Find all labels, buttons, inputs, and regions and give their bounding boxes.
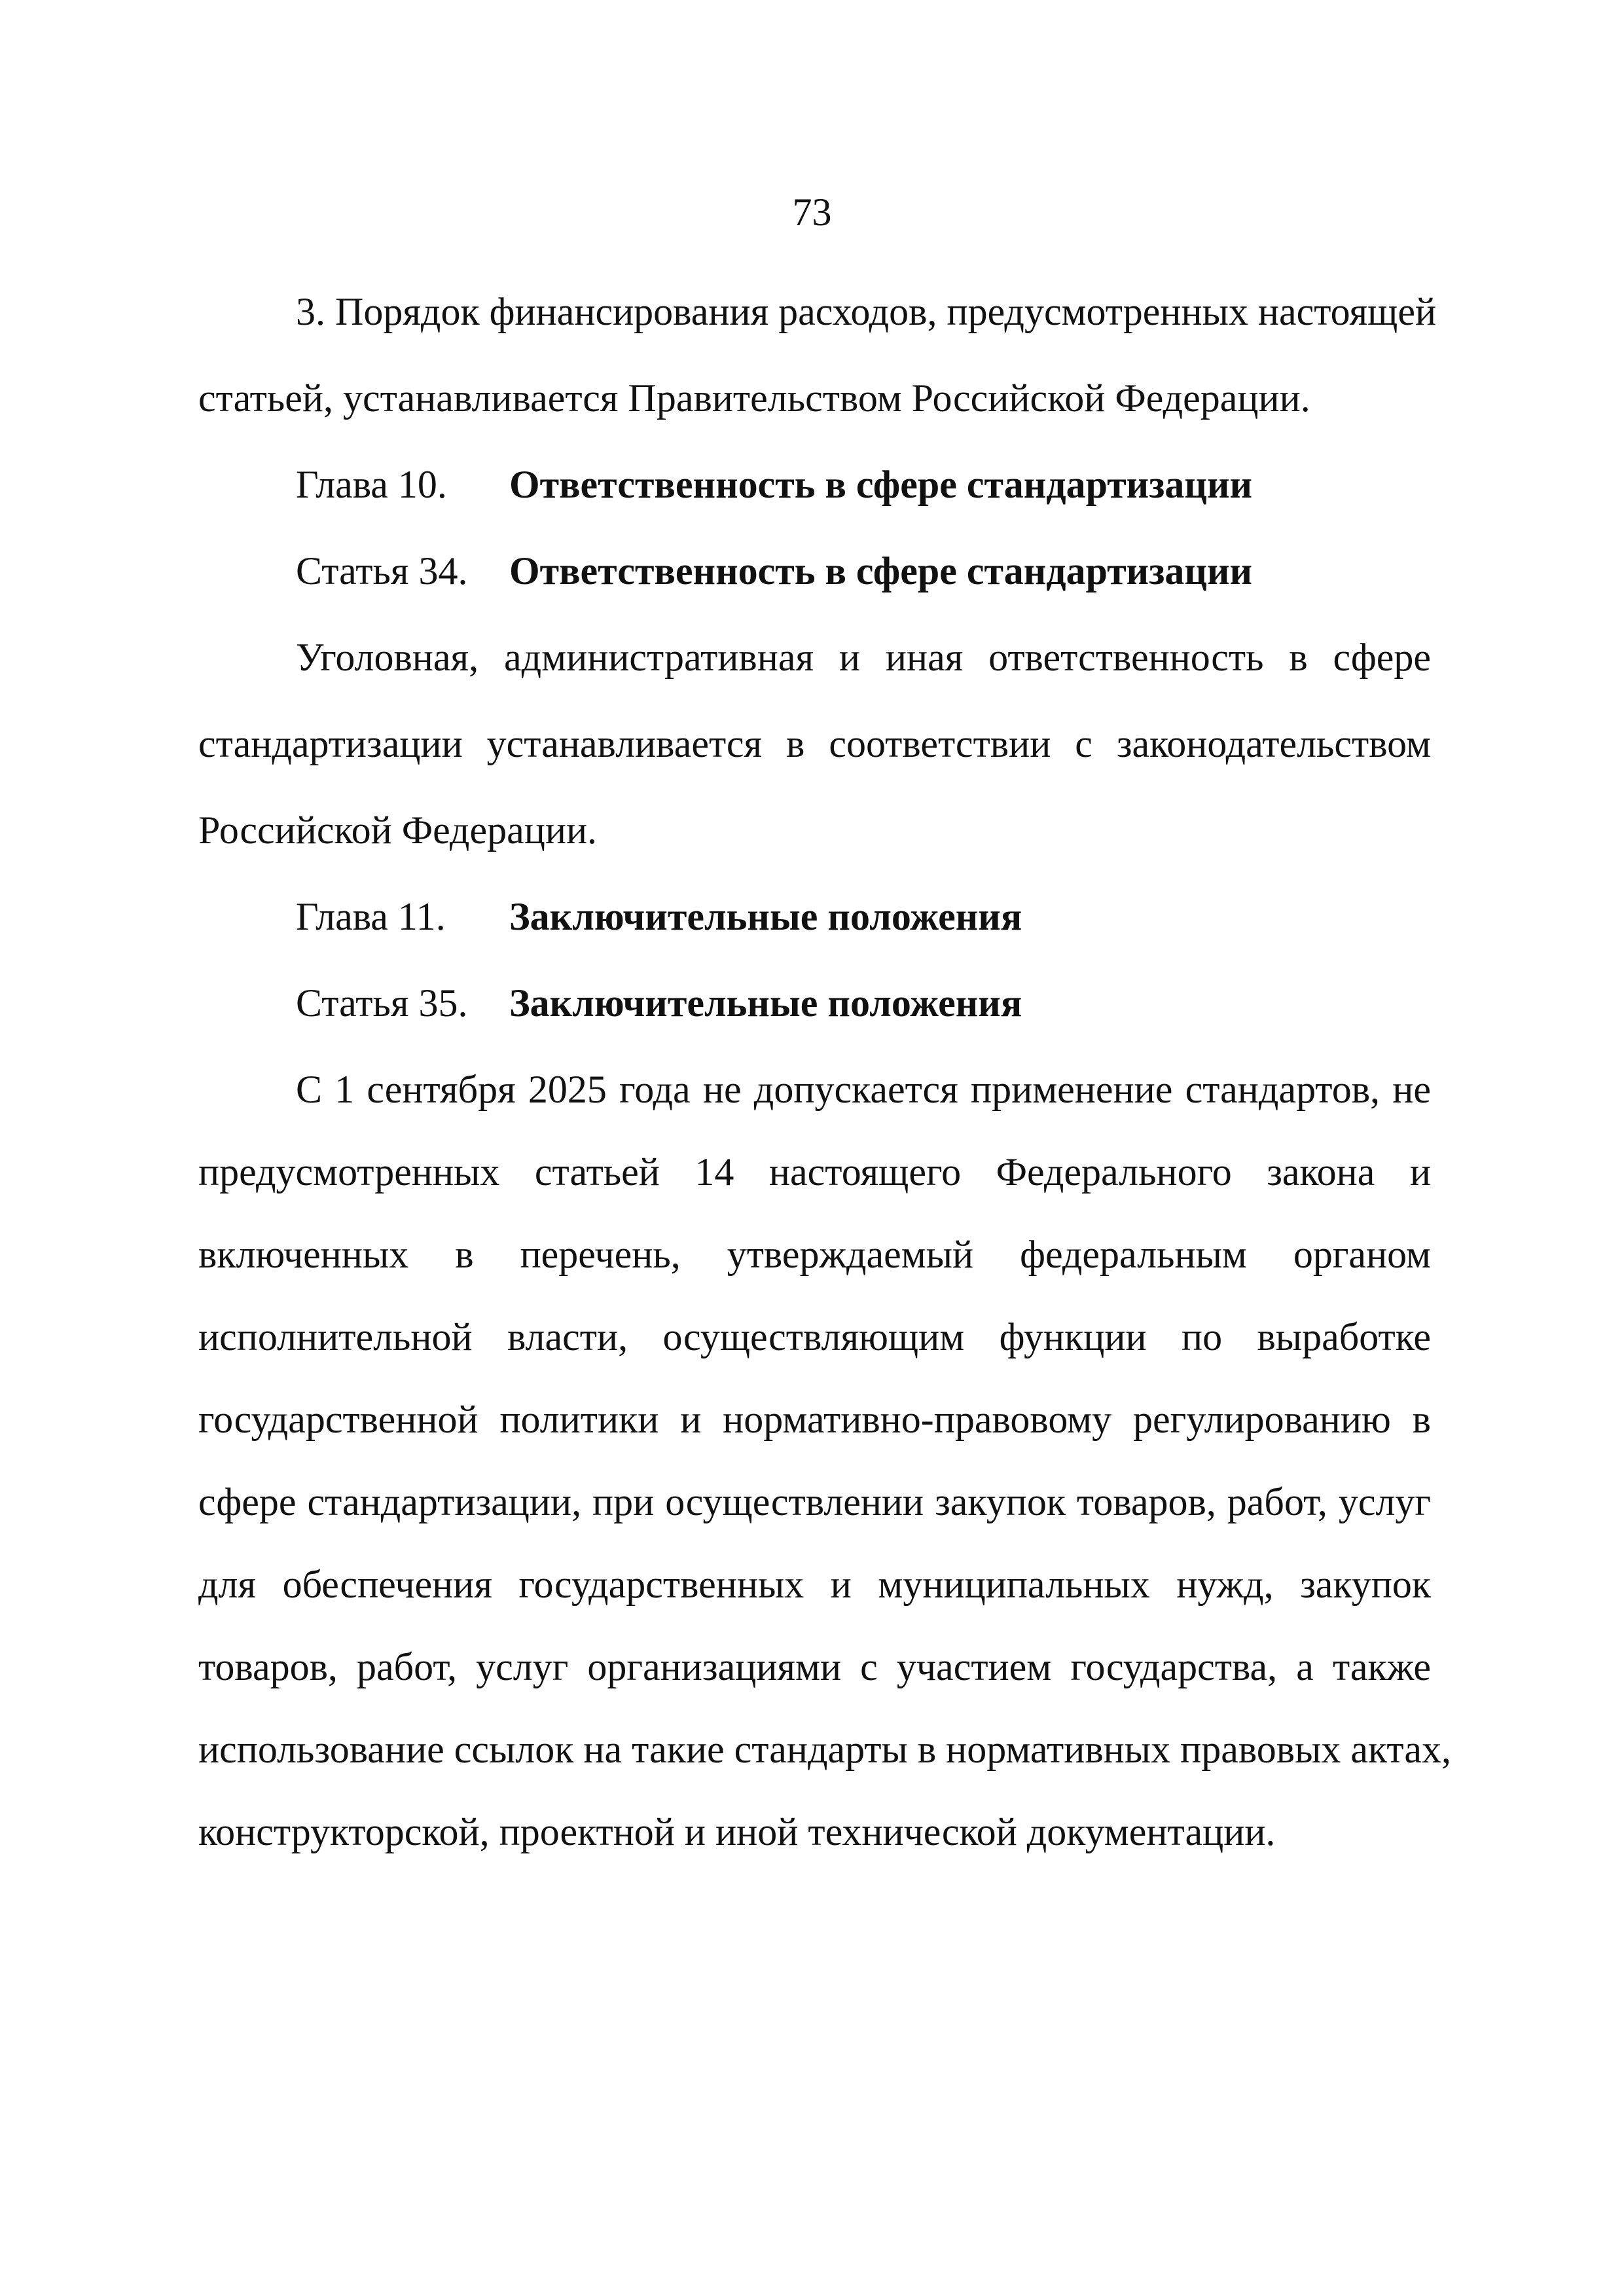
para3-line-4: исполнительной власти, осуществляющим функции по выработке: [198, 1315, 1431, 1358]
para3-line-8: товаров, работ, услуг организациями с участием государства, а также: [198, 1645, 1431, 1688]
para3-line-3: включенных в перечень, утверждаемый федеральным органом: [198, 1233, 1431, 1276]
chapter-11-heading: [296, 890, 1022, 943]
article-35-heading: [296, 977, 1022, 1029]
para3-line-1: С 1 сентября 2025 года не допускается применение стандартов, не: [296, 1068, 1431, 1111]
para3-line-9: использование ссылок на такие стандарты в нормативных правовых актах,: [198, 1728, 1451, 1771]
article-34-heading: [296, 545, 1252, 597]
para3-line-2: предусмотренных статьей 14 настоящего Федерального закона и: [198, 1150, 1431, 1194]
para1-line-1: 3. Порядок финансирования расходов, предусмотренных настоящей: [296, 290, 1437, 333]
para3-line-10: конструкторской, проектной и иной технической документации.: [198, 1810, 1276, 1853]
chapter-11-title: Заключительные положения: [509, 895, 1022, 938]
para2-line-1: Уголовная, административная и иная ответственность в сфере: [296, 636, 1431, 679]
para3-line-5: государственной политики и нормативно-правовому регулированию в: [198, 1398, 1431, 1441]
chapter-10-heading: [296, 458, 1252, 511]
article-35-title: Заключительные положения: [509, 981, 1022, 1025]
page-number: 73: [792, 191, 832, 234]
para3-line-7: для обеспечения государственных и муниципальных нужд, закупок: [198, 1563, 1431, 1606]
para2-line-2: стандартизации устанавливается в соответствии с законодательством: [198, 722, 1431, 765]
para3-line-6: сфере стандартизации, при осуществлении закупок товаров, работ, услуг: [198, 1480, 1431, 1523]
article-34-label: Статья 34.: [296, 549, 468, 592]
article-35-label: Статья 35.: [296, 981, 468, 1025]
chapter-11-label: Глава 11.: [296, 895, 446, 938]
para2-line-3: Российской Федерации.: [198, 809, 598, 852]
chapter-10-title: Ответственность в сфере стандартизации: [509, 463, 1253, 506]
para1-line-2: статьей, устанавливается Правительством Российской Федерации.: [198, 376, 1310, 420]
article-34-title: Ответственность в сфере стандартизации: [509, 549, 1253, 592]
chapter-10-label: Глава 10.: [296, 463, 447, 506]
